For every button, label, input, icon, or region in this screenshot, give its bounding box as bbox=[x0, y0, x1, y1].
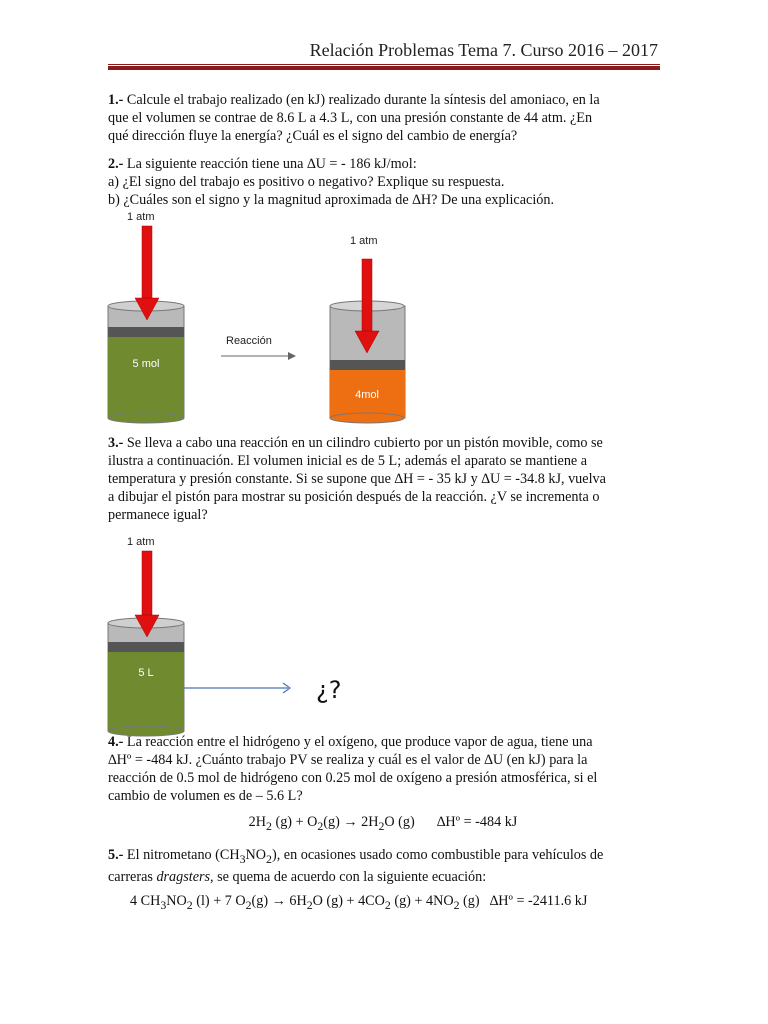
fig2-label: 5 L bbox=[138, 667, 154, 679]
problem-5-number: 5.- bbox=[108, 847, 124, 863]
equation-1: $2H_2$ $(g) + O_2(g) \to 2H_2O$ (g) ∆Hº = -484 kJ bbox=[248, 814, 518, 833]
problem-2-number: 2.- bbox=[108, 156, 124, 172]
equation-2: 4 $CH_3NO_2$ (l) + 7 $O_2(g) \to 6H_2O$ $(g) + 4CO_2$ $(g) + 4NO_2$ (g) ∆Hº = -2411.6 kJ bbox=[130, 893, 588, 912]
problem-2: 2.- La siguiente reacción tiene una ∆U = - 186 kJ/mol: a) ¿El signo del trabajo es positivo o negativo? Explique su respuesta. b) ¿Cuáles son el signo y la magnitud aproximada de ∆H? De una explicación. bbox=[108, 156, 554, 208]
problem-1-number: 1.- bbox=[108, 92, 124, 108]
fig1-left-label: 5 mol bbox=[132, 358, 160, 370]
fig2-pressure: 1 atm bbox=[127, 536, 155, 548]
problem-4-number: 4.- bbox=[108, 734, 124, 750]
problem-5: 5.- El nitrometano $(CH_3NO_2)$, en ocasiones usado como combustible para vehículos de carreras dragsters, se quema de acuerdo con la siguiente ecuación: bbox=[108, 847, 604, 885]
fig1-right-pressure: 1 atm bbox=[350, 235, 378, 247]
fig2-question: ¿? bbox=[316, 676, 342, 704]
problem-1: 1.- Calcule el trabajo realizado (en kJ) realizado durante la síntesis del amoniaco, en la que el volumen se contrae de 8.6 L a 4.3 L, con una presión constante de 44 atm. ¿En qué dirección fluye la energía? ¿Cuál es el signo del cambio de energía? bbox=[108, 92, 600, 144]
fig1-right-label: 4mol bbox=[355, 389, 379, 401]
page-header: Relación Problemas Tema 7. Curso 2016 – 2017 bbox=[309, 40, 658, 60]
problem-3-number: 3.- bbox=[108, 435, 124, 451]
problem-4: 4.- La reacción entre el hidrógeno y el oxígeno, que produce vapor de agua, tiene una ∆Hº = -484 kJ. ¿Cuánto trabajo PV se realiza y cuál es el valor de ∆U (en kJ) para la reacción de 0.5 mol de hidrógeno con 0.25 mol de oxígeno a presión atmosférica, si el cambio de volumen es de – 5.6 L? bbox=[108, 734, 598, 804]
fig1-arrow-label: Reacción bbox=[226, 335, 272, 347]
fig2-cylinder bbox=[108, 618, 184, 736]
fig1-left-pressure: 1 atm bbox=[127, 211, 155, 223]
problem-3: 3.- Se lleva a cabo una reacción en un cilindro cubierto por un pistón movible, como se ilustra a continuación. El volumen inicial es de 5 L; además el aparato se mantiene a temperatura y presión constante. Si se supone que ∆H = - 35 kJ y ∆U = -34.8 kJ, vuelva a dibujar el pistón para mostrar su posición después de la reacción. ¿V se incrementa o permanece igual? bbox=[108, 435, 606, 523]
